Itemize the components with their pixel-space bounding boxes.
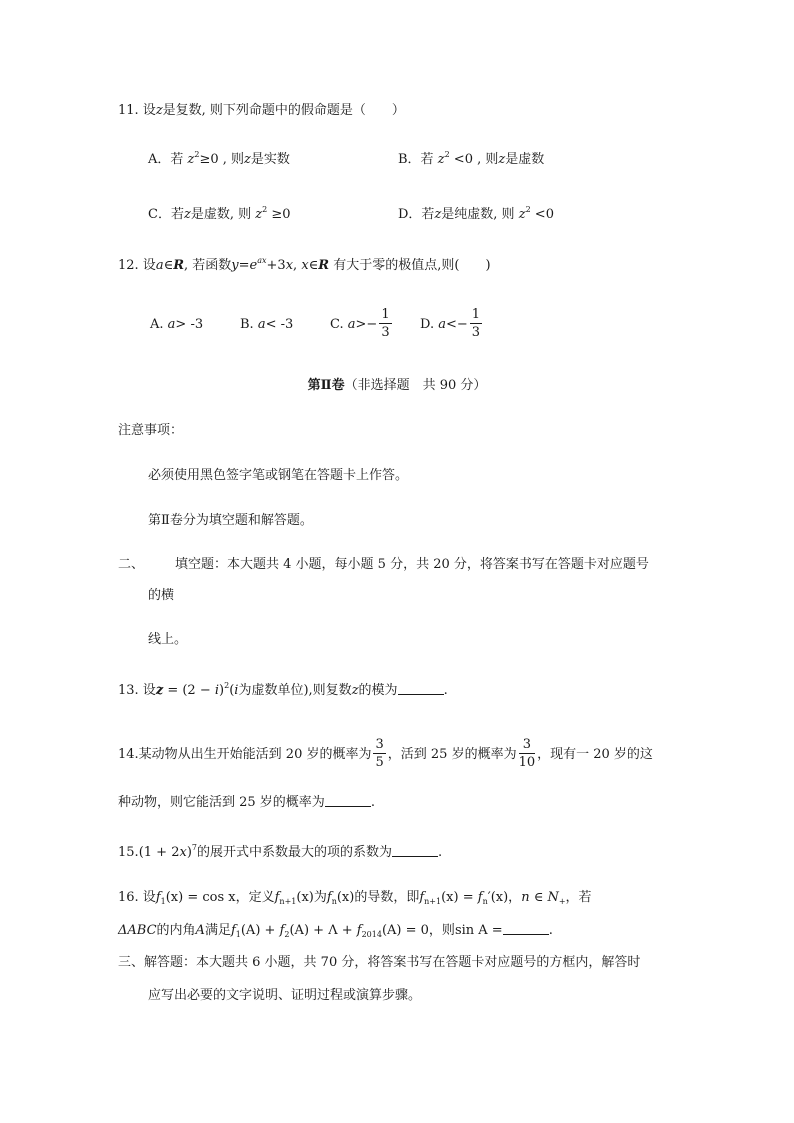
q16-line-2: ΔABC的内角A满足$f_1(A) + f_2(A) + \Lambda + f_{2014}(A) = 0$，则sin A = .	[118, 920, 553, 941]
fraction: $\frac{3}{10}$	[518, 737, 536, 770]
q12-option-a: A. a> -3	[150, 317, 204, 332]
q11-stem: 11. 设z是复数, 则下列命题中的假命题是（ ）	[118, 103, 405, 118]
q12-stem: 12. 设a∈R, 若函数$y=e^{ax}+3x$, x∈R 有大于零的极值点,则( )	[118, 256, 491, 273]
note-1: 必须使用黑色签字笔或钢笔在答题卡上作答。	[148, 468, 409, 483]
q14-line-1: 14.某动物从出生开始能活到 20 岁的概率为 $\frac{3}{5}$ ，活到 25 岁的概率为 $\frac{3}{10}$ ，现有一 20 岁的这	[118, 737, 653, 770]
answer-blank	[325, 792, 371, 807]
fraction: $\frac{1}{3}$	[381, 307, 390, 340]
q13: 13. 设$z = (2 - i)^2(i$为虚数单位),则复数z的模为 .	[118, 681, 448, 698]
fill-section-heading-end: 线上。	[148, 632, 188, 647]
q15: $15.(1 + 2x)^7$的展开式中系数最大的项的系数为 .	[118, 843, 443, 860]
q12-option-d: D. a<− $\frac{1}{3}$	[420, 307, 481, 340]
q11-option-a: A．若 $z^2\ge 0$ , 则z是实数	[148, 150, 290, 167]
q11-option-d: D．若z是纯虚数, 则 $z^2 <0$	[398, 205, 554, 222]
note-2: 第Ⅱ卷分为填空题和解答题。	[148, 513, 313, 528]
q14-line-2: 种动物，则它能活到 25 岁的概率为 .	[118, 792, 375, 813]
fraction: $\frac{1}{3}$	[471, 307, 481, 340]
answer-blank	[398, 680, 444, 695]
q11-option-b: B．若 $z^2 <0$ , 则z是虚数	[398, 150, 545, 167]
fill-section-heading-cont: 的横	[148, 588, 175, 603]
q16-line-1: 16. 设$f_1(x) = \cos x$，定义$f_{n+1}(x)$为$f_n(x)$的导数，即$f_{n+1}(x) = f_n'(x)$，n ∈ $N_+$，若	[118, 890, 592, 906]
part2-title: 第Ⅱ卷（非选择题 共 90 分）	[307, 378, 487, 393]
fill-section-number: 二、	[118, 557, 145, 572]
part3-line-1: 三、解答题：本大题共 6 小题，共 70 分，将答案书写在答题卡对应题号的方框内，解答时	[118, 955, 641, 970]
q12-option-b: B. a< -3	[240, 317, 294, 332]
notes-label: 注意事项：	[118, 423, 184, 438]
fraction: $\frac{3}{5}$	[375, 737, 384, 770]
q12-option-c: C. a>− $\frac{1}{3}$	[330, 307, 390, 340]
fill-section-heading: 填空题：本大题共 4 小题，每小题 5 分，共 20 分，将答案书写在答题卡对应题号	[175, 557, 649, 572]
part3-line-2: 应写出必要的文字说明、证明过程或演算步骤。	[148, 988, 422, 1003]
answer-blank	[392, 842, 438, 857]
q11-option-c: C．若z是虚数, 则 $z^2 \ge 0$	[148, 205, 291, 222]
answer-blank	[503, 920, 549, 935]
